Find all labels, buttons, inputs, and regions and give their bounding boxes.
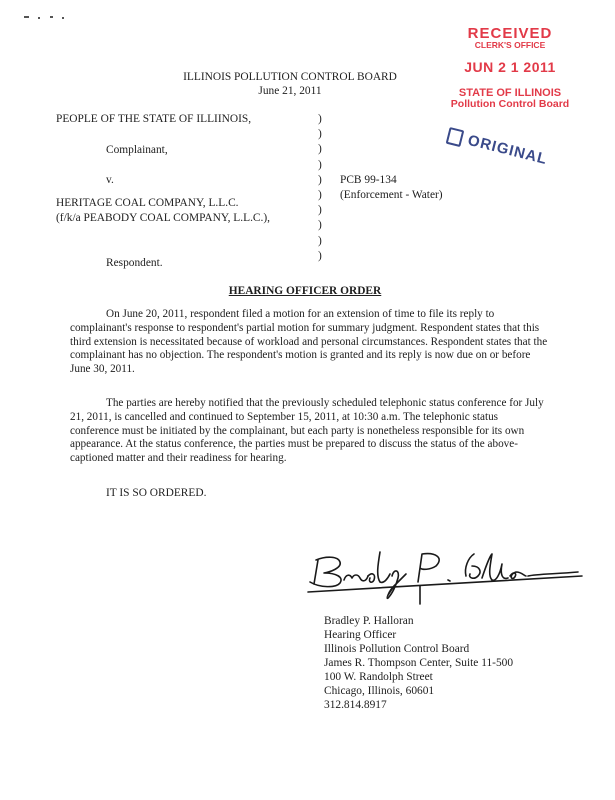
defendant-name: HERITAGE COAL COMPANY, L.L.C. [56,197,239,209]
header-date: June 21, 2011 [258,85,322,97]
order-paragraph-2: The parties are hereby notified that the previously scheduled telephonic status conference for July 21, 2011, is cancelled and continued to September 15, 2011, at 10:30 a.m. The telephonic status conference must be initiated by the complainant, but each party is nonetheless responsible for its own appearance. At the status conference, the parties must be prepared to discuss the status of the above-captioned matter and their readiness for hearing. [70,397,544,465]
plaintiff-name: PEOPLE OF THE STATE OF ILLIINOIS, [56,113,252,125]
received-stamp-title: RECEIVED [467,25,553,42]
handwritten-signature-icon [296,546,586,606]
signer-title: Hearing Officer [324,629,397,641]
signer-name: Bradley P. Halloran [324,615,414,627]
signer-address-line-1: James R. Thompson Center, Suite 11-500 [324,657,514,669]
agency-name: ILLINOIS POLLUTION CONTROL BOARD [183,71,397,83]
order-title: HEARING OFFICER ORDER [228,285,382,297]
defendant-former-name: (f/k/a PEABODY COAL COMPANY, L.L.C.), [56,212,271,224]
received-stamp [448,26,572,110]
received-stamp-state: STATE OF ILLINOIS [458,87,562,99]
original-stamp-text: ORIGINAL [466,131,550,169]
original-stamp [446,126,550,168]
signature [296,546,586,606]
order-paragraph-1: On June 20, 2011, respondent filed a motion for an extension of time to file its reply to complainant's response to respondent's partial motion for summary judgment. Respondent states that this third extension is necessitated because of workload and personal circumstances. Respondent states that the complainant has no objection. The respondent's motion is granted and its reply is now due on or before June 30, 2011. [70,308,548,376]
signer-organization: Illinois Pollution Control Board [324,643,470,655]
received-stamp-board: Pollution Control Board [450,98,570,110]
order-closing: IT IS SO ORDERED. [106,487,207,499]
case-type: (Enforcement - Water) [340,189,443,201]
versus-label: v. [106,174,114,186]
signer-city: Chicago, Illinois, 60601 [324,685,435,697]
received-stamp-office: CLERK'S OFFICE [474,40,546,50]
signer-address-line-2: 100 W. Randolph Street [324,671,433,683]
case-number: PCB 99-134 [340,174,397,186]
plaintiff-role: Complainant, [106,144,168,156]
received-stamp-date: JUN 2 1 2011 [464,59,556,75]
defendant-role: Respondent. [106,257,163,269]
original-stamp-box-icon [446,127,465,147]
caption-brackets: ) ) ) ) ) ) ) ) ) ) [318,113,322,262]
signer-phone: 312.814.8917 [324,699,387,711]
